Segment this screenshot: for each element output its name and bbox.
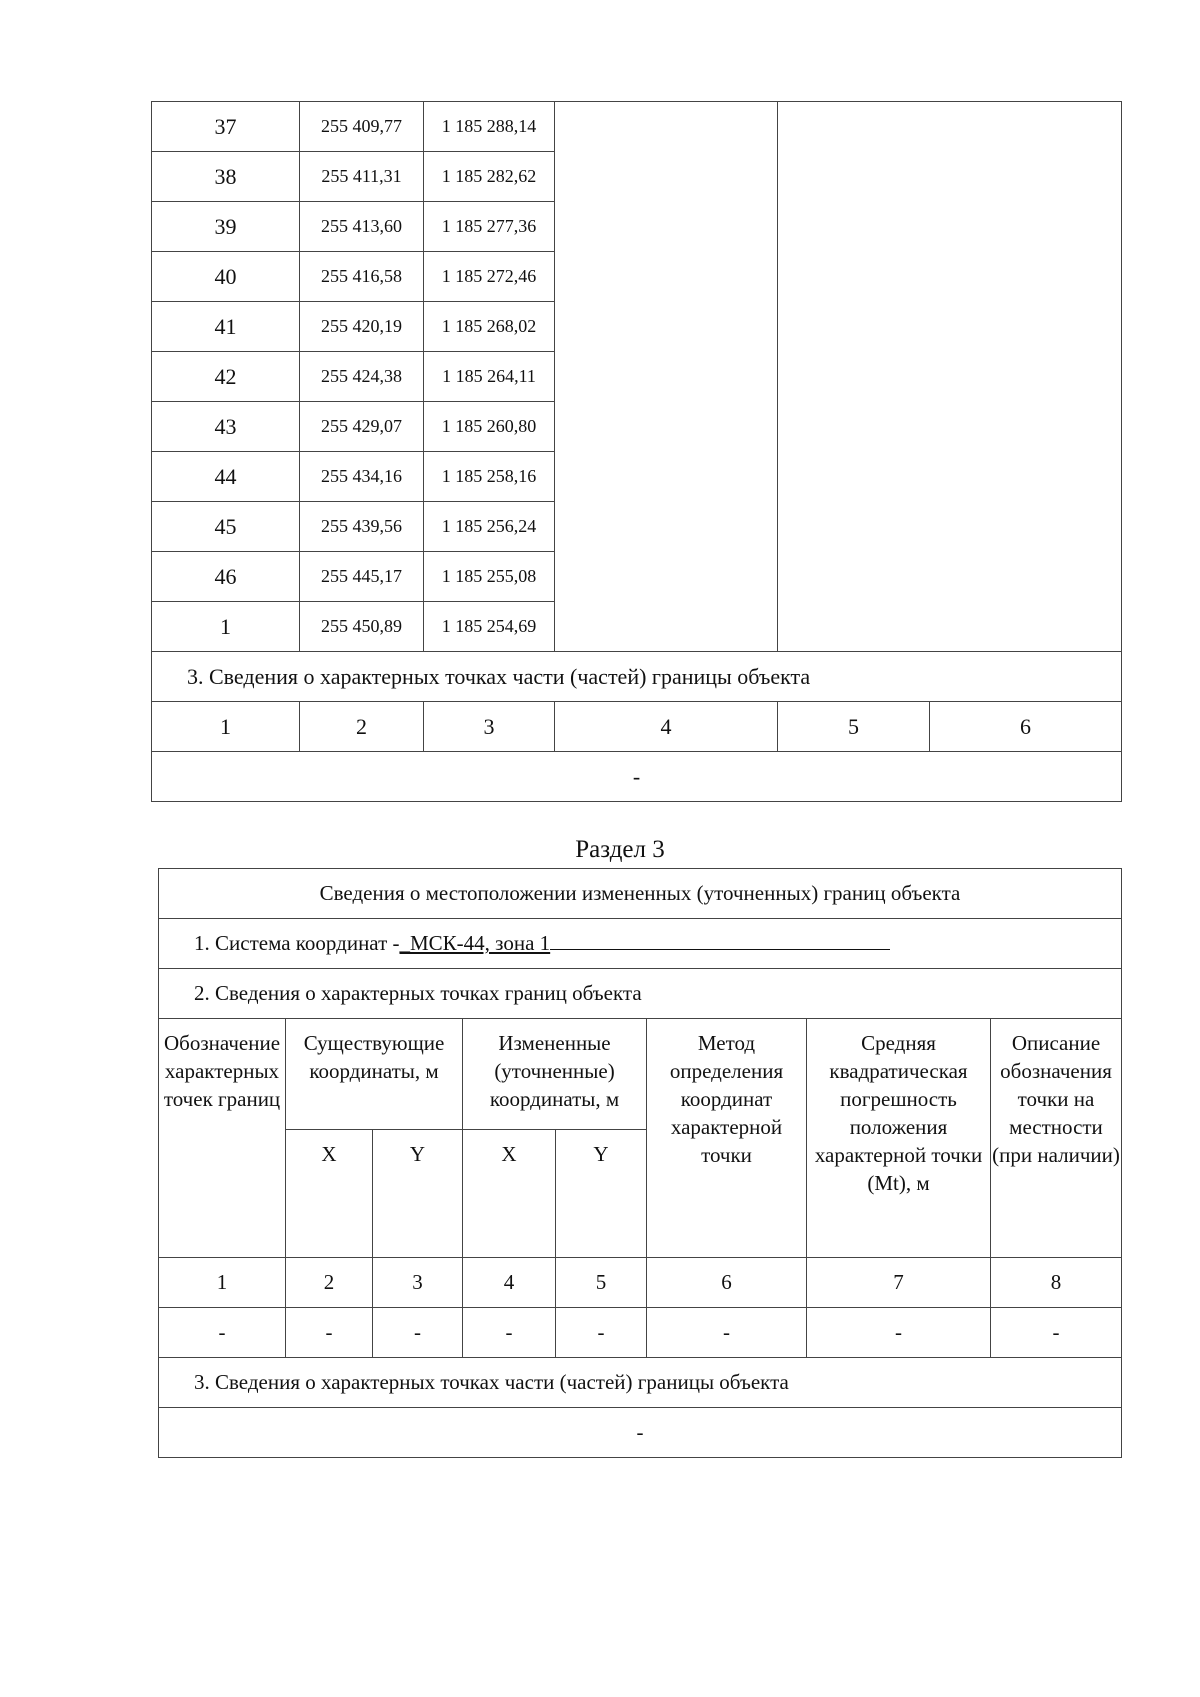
header-description: Описание обозначения точки на местности (при наличии) (991, 1019, 1122, 1258)
column-number: 1 (152, 702, 300, 752)
header-existing-coordinates: Существующие координаты, м (286, 1019, 463, 1130)
coordinate-system-value: МСК-44, зона 1 (410, 931, 551, 955)
header-changed-coordinates: Измененные (уточненные) координаты, м (463, 1019, 647, 1130)
column-number: 7 (807, 1258, 991, 1308)
point-x: 255 429,07 (300, 402, 424, 452)
empty-cell (778, 102, 1122, 652)
point-x: 255 424,38 (300, 352, 424, 402)
header-error: Средняя квадратическая погрешность положения характерной точки (Mt), м (807, 1019, 991, 1258)
column-number: 3 (424, 702, 555, 752)
point-number: 46 (152, 552, 300, 602)
coordinate-system-row: 1. Система координат -_МСК-44, зона 1 (159, 919, 1122, 969)
point-y: 1 185 288,14 (424, 102, 555, 152)
point-number: 41 (152, 302, 300, 352)
header-designation: Обозначение характерных точек границ (159, 1019, 286, 1258)
column-number: 4 (555, 702, 778, 752)
header-existing-y: Y (373, 1130, 463, 1258)
point-number: 40 (152, 252, 300, 302)
point-number: 44 (152, 452, 300, 502)
column-number: 1 (159, 1258, 286, 1308)
subsection-3-title: 3. Сведения о характерных точках части (частей) границы объекта (159, 1358, 1122, 1408)
point-x: 255 439,56 (300, 502, 424, 552)
coordinates-table-continuation (151, 101, 1122, 802)
point-number: 37 (152, 102, 300, 152)
empty-value: - (152, 752, 1122, 802)
point-number: 45 (152, 502, 300, 552)
column-number: 3 (373, 1258, 463, 1308)
point-y: 1 185 277,36 (424, 202, 555, 252)
subsection-3-title: 3. Сведения о характерных точках части (частей) границы объекта (152, 652, 1122, 702)
point-number: 39 (152, 202, 300, 252)
point-y: 1 185 282,62 (424, 152, 555, 202)
blank-line (550, 931, 890, 950)
point-x: 255 420,19 (300, 302, 424, 352)
point-x: 255 445,17 (300, 552, 424, 602)
empty-value: - (991, 1308, 1122, 1358)
empty-value: - (556, 1308, 647, 1358)
section-3-table (158, 868, 1122, 1458)
column-number: 2 (300, 702, 424, 752)
point-x: 255 413,60 (300, 202, 424, 252)
point-row (152, 102, 1122, 152)
column-number: 6 (647, 1258, 807, 1308)
column-number: 2 (286, 1258, 373, 1308)
point-x: 255 450,89 (300, 602, 424, 652)
empty-value: - (159, 1408, 1122, 1458)
point-y: 1 185 268,02 (424, 302, 555, 352)
header-changed-y: Y (556, 1130, 647, 1258)
point-number: 38 (152, 152, 300, 202)
point-y: 1 185 255,08 (424, 552, 555, 602)
header-changed-x: X (463, 1130, 556, 1258)
empty-value: - (463, 1308, 556, 1358)
column-number: 5 (556, 1258, 647, 1308)
point-y: 1 185 256,24 (424, 502, 555, 552)
point-x: 255 411,31 (300, 152, 424, 202)
column-number: 5 (778, 702, 930, 752)
empty-cell (555, 102, 778, 652)
point-y: 1 185 264,11 (424, 352, 555, 402)
empty-value: - (159, 1308, 286, 1358)
column-number: 6 (930, 702, 1122, 752)
point-number: 1 (152, 602, 300, 652)
subsection-2-title: 2. Сведения о характерных точках границ объекта (159, 969, 1122, 1019)
section-caption: Сведения о местоположении измененных (уточненных) границ объекта (159, 869, 1122, 919)
point-y: 1 185 272,46 (424, 252, 555, 302)
point-x: 255 409,77 (300, 102, 424, 152)
point-y: 1 185 254,69 (424, 602, 555, 652)
point-number: 43 (152, 402, 300, 452)
point-x: 255 416,58 (300, 252, 424, 302)
point-x: 255 434,16 (300, 452, 424, 502)
column-number: 4 (463, 1258, 556, 1308)
empty-value: - (373, 1308, 463, 1358)
column-number: 8 (991, 1258, 1122, 1308)
point-y: 1 185 260,80 (424, 402, 555, 452)
header-existing-x: X (286, 1130, 373, 1258)
coordinate-system-label: 1. Система координат - (194, 931, 400, 955)
empty-value: - (807, 1308, 991, 1358)
point-y: 1 185 258,16 (424, 452, 555, 502)
section-title: Раздел 3 (575, 836, 665, 863)
header-method: Метод определения координат характерной точки (647, 1019, 807, 1258)
empty-value: - (647, 1308, 807, 1358)
empty-value: - (286, 1308, 373, 1358)
point-number: 42 (152, 352, 300, 402)
